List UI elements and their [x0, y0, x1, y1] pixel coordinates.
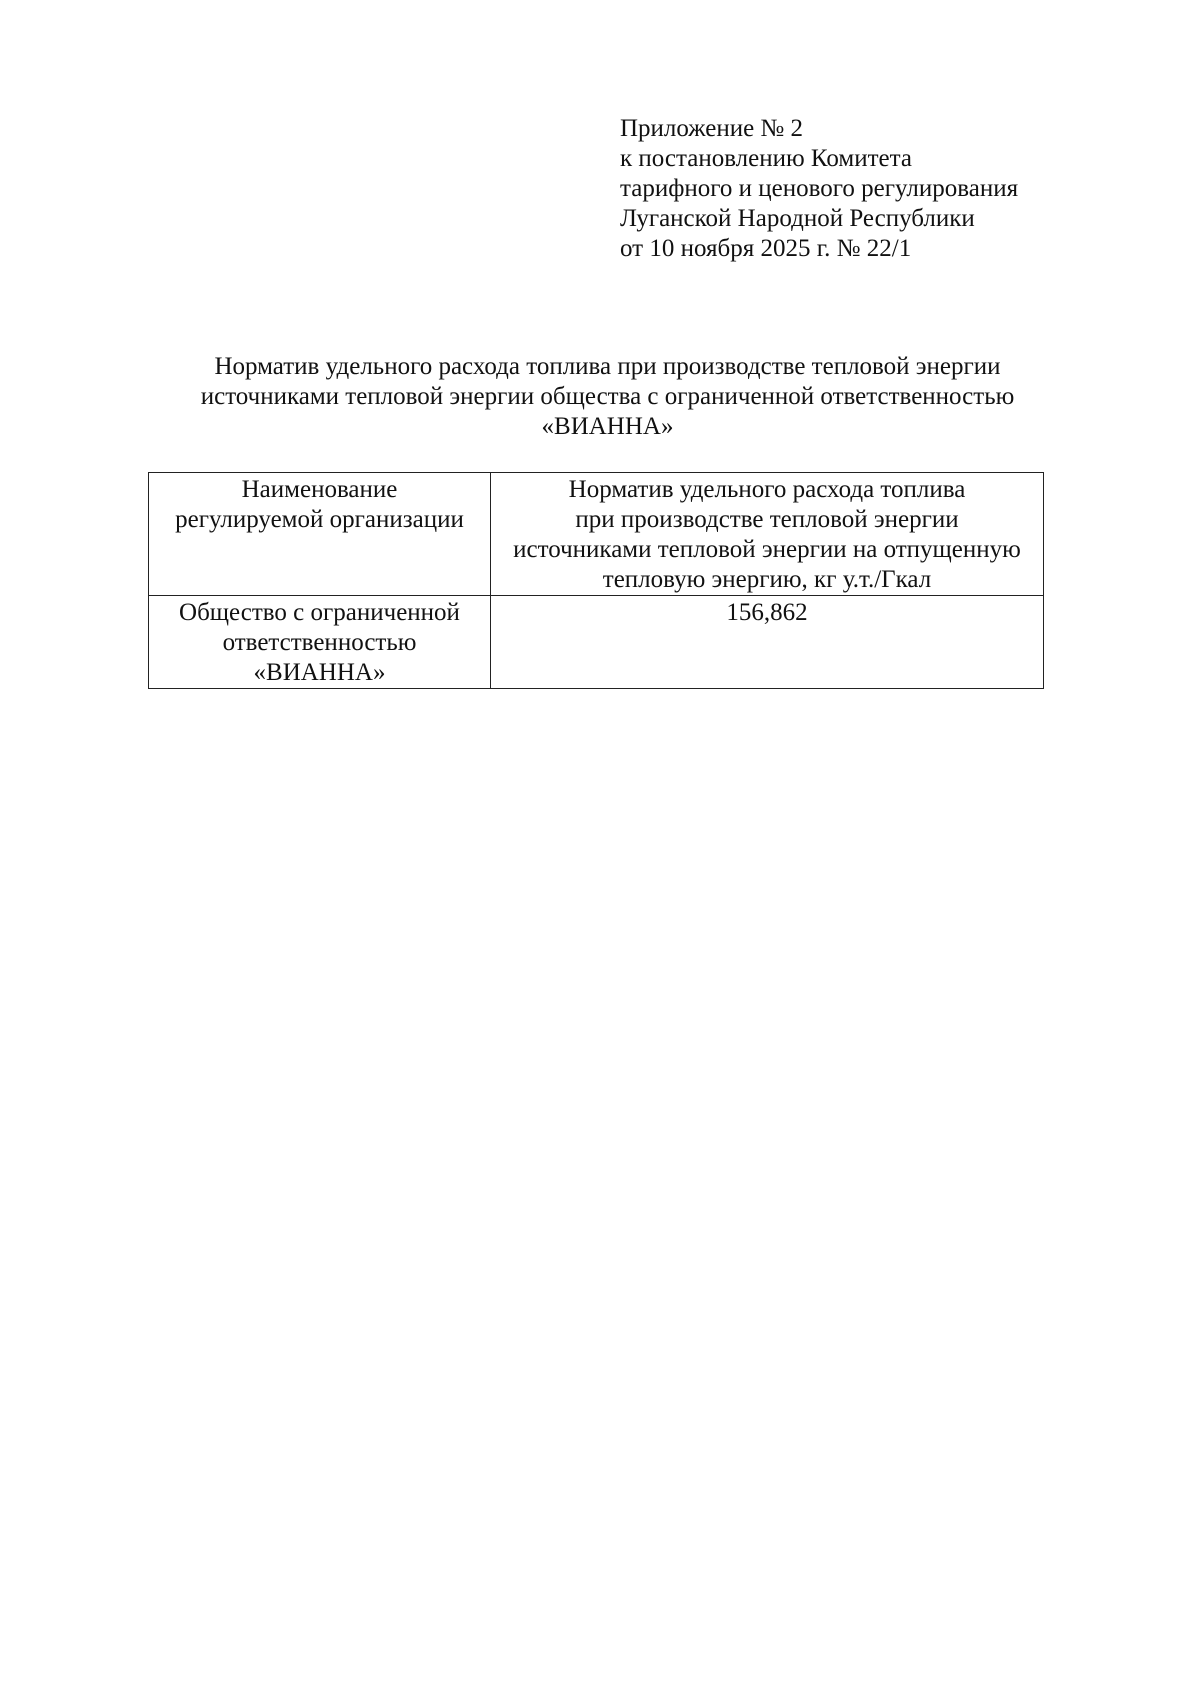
appendix-line: к постановлению Комитета — [620, 145, 912, 172]
cell-organization — [149, 596, 491, 689]
appendix-header — [620, 114, 1018, 264]
cell-norm-value: 156,862 — [491, 596, 1044, 689]
header-line: при производстве тепловой энергии — [575, 506, 959, 533]
appendix-line: тарифного и ценового регулирования — [620, 175, 1019, 202]
title-line: Норматив удельного расхода топлива при производстве тепловой энергии — [214, 353, 1001, 380]
appendix-line: Приложение № 2 — [620, 115, 804, 142]
header-organization — [149, 473, 491, 596]
cell-line: «ВИАННА» — [253, 659, 386, 686]
title-line: «ВИАННА» — [541, 413, 674, 440]
header-line: Норматив удельного расхода топлива — [568, 476, 966, 503]
table-row — [149, 596, 1044, 689]
table-header-row — [149, 473, 1044, 596]
norm-table — [148, 472, 1044, 689]
header-norm — [491, 473, 1044, 596]
cell-line: Общество с ограниченной — [179, 599, 460, 626]
appendix-line: Луганской Народной Республики — [620, 205, 975, 232]
header-line: регулируемой организации — [175, 506, 464, 533]
cell-line: ответственностью — [222, 629, 417, 656]
header-line: источниками тепловой энергии на отпущенную — [513, 536, 1021, 563]
appendix-line: от 10 ноября 2025 г. № 22/1 — [620, 235, 912, 262]
header-line: тепловую энергию, кг у.т./Гкал — [602, 566, 932, 593]
header-line: Наименование — [241, 476, 398, 503]
title-line: источниками тепловой энергии общества с ограниченной ответственностью — [200, 383, 1015, 410]
document-title — [150, 352, 1065, 442]
